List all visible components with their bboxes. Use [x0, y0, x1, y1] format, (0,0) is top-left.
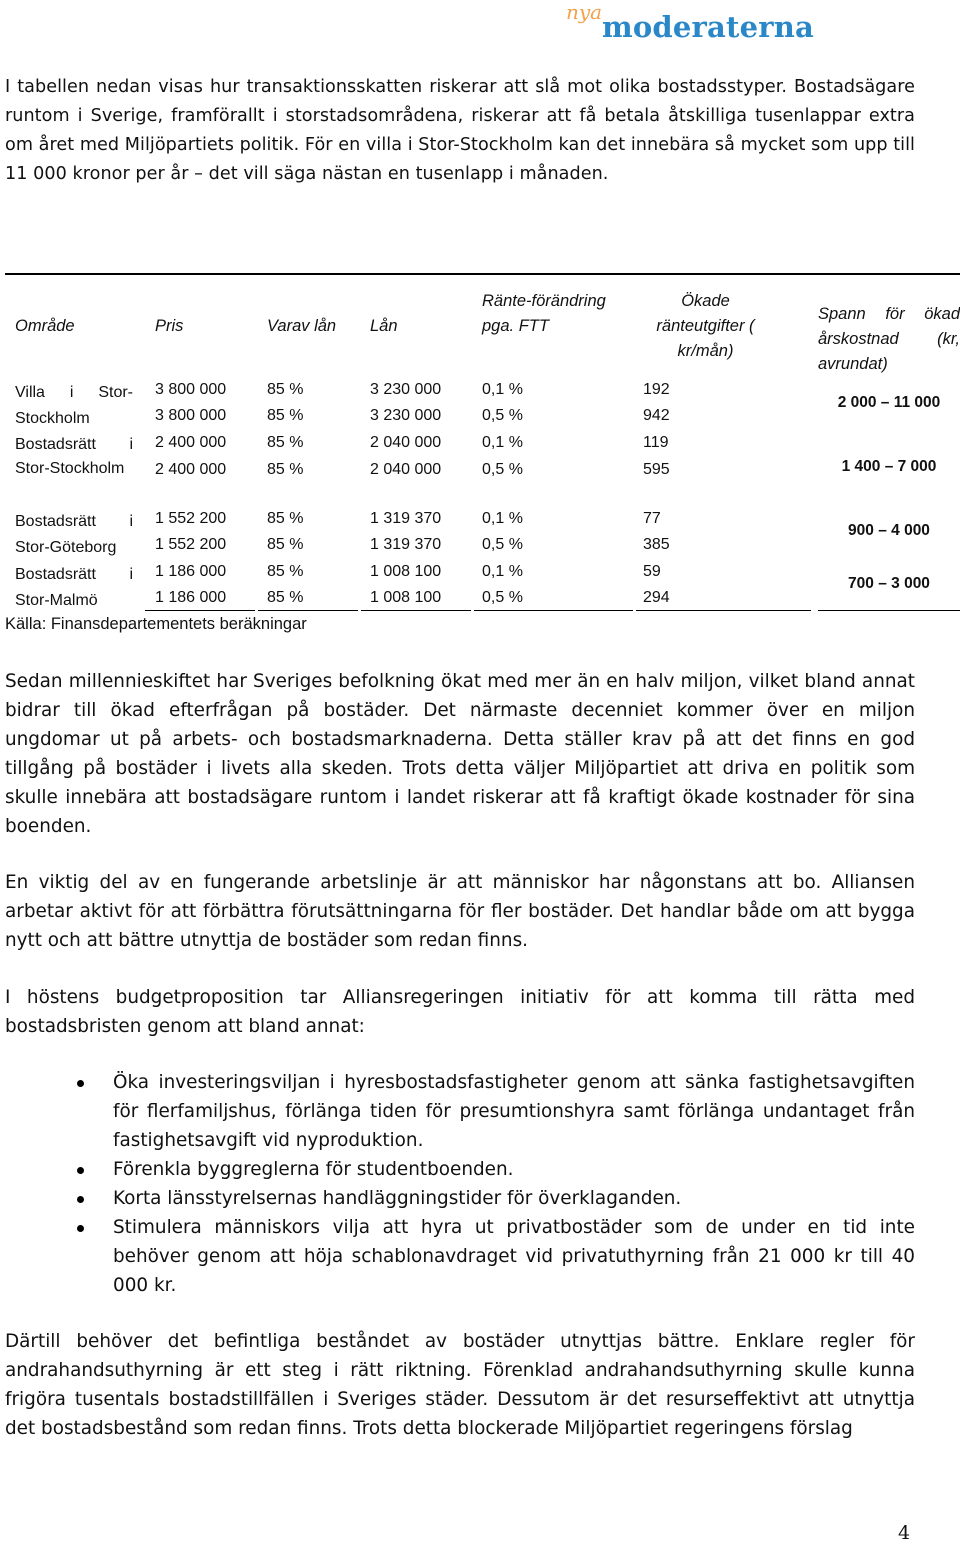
- cell-loan-share: 85 %: [267, 510, 304, 527]
- body-paragraph-2: En viktig del av en fungerande arbetslinje är att människor har någonstans att bo. Alliansen arbetar aktivt för att förbättra förutsättningarna för fler bostäder. Det handlar både om att bygga nytt och att bättre utnyttja de bostäder som redan finns.: [5, 872, 915, 951]
- cell-loan-share: 85 %: [267, 434, 304, 451]
- list-item-text: Stimulera människors vilja att hyra ut privatbostäder som de under en tid inte behöver genom att höja schablonavdraget vid privatuthyrning från 21 000 kr till 40 000 kr.: [113, 1217, 915, 1296]
- cell-price: 1 186 000: [155, 589, 227, 606]
- cell-cost: 294: [643, 589, 670, 606]
- row-area-br-goteborg: Bostadsrätt i Stor-Göteborg: [15, 513, 133, 556]
- logo-prefix: nya: [566, 0, 603, 24]
- cell-cost: 119: [643, 434, 669, 451]
- intro-paragraph: I tabellen nedan visas hur transaktionsskatten riskerar att slå mot olika bostadsstyper. Bostadsägare runtom i Sverige, framförallt i storstadsområdena, riskerar att få betala åtskilliga tusenlappar extra om året med Miljöpartiets politik. För en villa i Stor-Stockholm kan det innebära så mycket som upp till 11 000 kronor per år – det vill säga nästan en tusenlapp i månaden.: [5, 77, 915, 184]
- bullet-icon: [77, 1080, 84, 1087]
- cell-loan: 1 319 370: [370, 536, 442, 553]
- table-bottom-rule: [145, 610, 255, 611]
- cell-loan: 2 040 000: [370, 434, 442, 451]
- table-bottom-rule: [474, 610, 633, 611]
- cell-price: 1 552 200: [155, 510, 227, 527]
- table-bottom-rule: [258, 610, 358, 611]
- table-bottom-rule: [361, 610, 471, 611]
- list-item-text: Förenkla byggreglerna för studentboenden.: [113, 1159, 514, 1180]
- header-loan: Lån: [370, 317, 398, 335]
- list-item-text: Korta länsstyrelsernas handläggningstider för överklaganden.: [113, 1188, 682, 1209]
- cell-price: 2 400 000: [155, 434, 227, 451]
- cell-cost: 942: [643, 407, 670, 424]
- row-area-villa-stockholm: Villa i Stor-Stockholm: [15, 384, 133, 427]
- cell-price: 3 800 000: [155, 381, 227, 398]
- cell-price: 1 552 200: [155, 536, 227, 553]
- list-item-text: Öka investeringsviljan i hyresbostadsfastigheter genom att sänka fastighetsavgiften för flerfamiljshus, förlänga tiden för presumtionshyra samt förlänga undantaget från fastighetsavgift vid nyproduktion.: [113, 1072, 915, 1151]
- cell-price: 3 800 000: [155, 407, 227, 424]
- cell-rate: 0,1 %: [482, 563, 523, 580]
- header-increased-cost: Ökade ränteutgifter ( kr/mån): [656, 292, 755, 360]
- header-area: Område: [15, 317, 75, 335]
- cell-span: 900 – 4 000: [848, 522, 930, 539]
- cost-table: [5, 0, 960, 640]
- row-area-br-malmo: Bostadsrätt i Stor-Malmö: [15, 566, 133, 609]
- body-paragraph-3: I höstens budgetproposition tar Alliansregeringen initiativ för att komma till rätta med bostadsbristen genom att bland annat:: [5, 987, 915, 1037]
- cell-loan-share: 85 %: [267, 381, 304, 398]
- table-source: Källa: Finansdepartementets beräkningar: [5, 615, 307, 633]
- cell-loan: 1 319 370: [370, 510, 442, 527]
- bullet-icon: [77, 1196, 84, 1203]
- cell-rate: 0,5 %: [482, 536, 523, 553]
- cell-price: 1 186 000: [155, 563, 227, 580]
- row-area-br-stockholm: Bostadsrätt i Stor-Stockholm: [15, 436, 133, 477]
- bullet-icon: [77, 1225, 84, 1232]
- cell-cost: 77: [643, 510, 661, 527]
- cell-loan: 1 008 100: [370, 589, 442, 606]
- page-number: 4: [898, 1522, 911, 1544]
- table-top-rule: [5, 273, 960, 275]
- cell-span: 1 400 – 7 000: [841, 458, 937, 475]
- cell-cost: 595: [643, 461, 670, 478]
- logo-brand: moderaterna: [602, 10, 815, 44]
- cell-loan: 1 008 100: [370, 563, 442, 580]
- cell-loan: 3 230 000: [370, 381, 442, 398]
- cell-cost: 385: [643, 536, 670, 553]
- cell-rate: 0,5 %: [482, 407, 523, 424]
- closing-paragraph: Därtill behöver det befintliga beståndet av bostäder utnyttjas bättre. Enklare regler för andrahandsuthyrning är ett steg i rätt riktning. Förenklad andrahandsuthyrning skulle kunna frigöra tusentals bostadstillfällen i Sveriges städer. Dessutom är det resurseffektivt att utnyttja det bostadsbestånd som redan finns. Trots detta blockerade Miljöpartiet regeringens förslag: [5, 1331, 915, 1439]
- bullet-icon: [77, 1167, 84, 1174]
- cell-loan-share: 85 %: [267, 461, 304, 478]
- cell-rate: 0,1 %: [482, 434, 523, 451]
- body-paragraph-1: Sedan millennieskiftet har Sveriges befolkning ökat med mer än en halv miljon, vilket bland annat bidrar till ökad efterfrågan på bostäder. Det närmaste decenniet kommer över en miljon ungdomar ut på arbets- och bostadsmarknaderna. Detta ställer krav på att det finns en god tillgång på bostäder i livets alla skeden. Trots detta väljer Miljöpartiet att driva en politik som skulle innebära att bostadsägare runtom i landet riskerar att få kraftigt ökade kostnader för sina boenden.: [5, 671, 915, 837]
- cell-loan-share: 85 %: [267, 589, 304, 606]
- cell-loan: 2 040 000: [370, 461, 442, 478]
- list-item: [0, 1068, 915, 1155]
- cell-price: 2 400 000: [155, 461, 227, 478]
- table-bottom-rule: [818, 610, 960, 611]
- cell-span: 2 000 – 11 000: [837, 394, 941, 411]
- list-item: [0, 1155, 915, 1184]
- header-loan-share: Varav lån: [267, 317, 337, 335]
- header-price: Pris: [155, 317, 184, 335]
- cell-loan-share: 85 %: [267, 536, 304, 553]
- cell-rate: 0,5 %: [482, 589, 523, 606]
- cell-cost: 192: [643, 381, 670, 398]
- cell-rate: 0,1 %: [482, 381, 523, 398]
- cell-rate: 0,1 %: [482, 510, 523, 527]
- cell-loan-share: 85 %: [267, 563, 304, 580]
- header-rate-change: Ränte-förändring pga. FTT: [482, 292, 606, 335]
- list-item: [0, 1213, 915, 1300]
- cell-loan: 3 230 000: [370, 407, 442, 424]
- cell-loan-share: 85 %: [267, 407, 304, 424]
- header-cost-span: Spann för ökad årskostnad (kr, avrundat): [818, 305, 960, 373]
- table-bottom-rule: [636, 610, 811, 611]
- list-item: [0, 1184, 915, 1213]
- measures-list: [0, 1068, 915, 1300]
- cell-span: 700 – 3 000: [848, 575, 930, 592]
- cell-rate: 0,5 %: [482, 461, 523, 478]
- cell-cost: 59: [643, 563, 661, 580]
